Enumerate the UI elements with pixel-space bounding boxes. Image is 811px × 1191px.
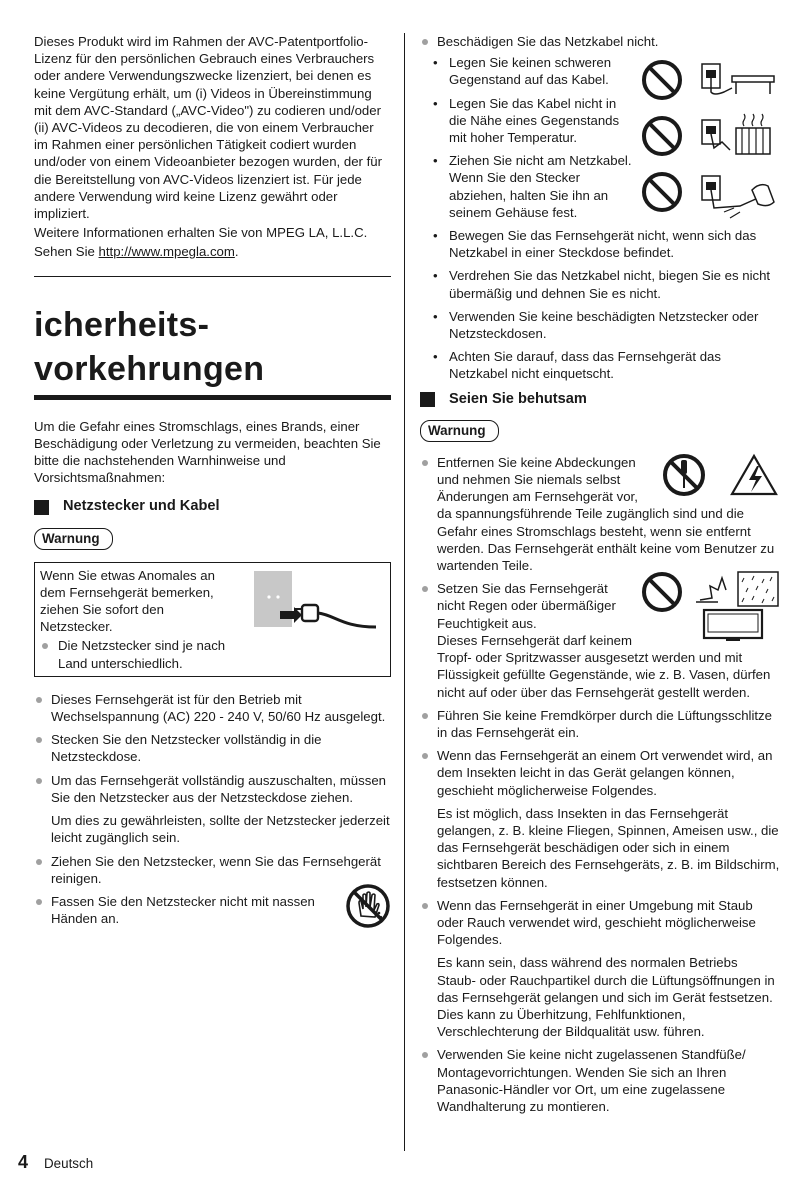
bullet-text: Beschädigen Sie das Netzkabel nicht. <box>437 34 659 49</box>
bullet-text: Setzen Sie das Fernsehgerät nicht Regen oder übermäßiger Feuchtigkeit aus. <box>437 581 616 631</box>
sub-item-text: Legen Sie das Kabel nicht in die Nähe eines Gegenstands mit hoher Temperatur. <box>449 95 620 146</box>
list-item <box>420 747 780 891</box>
list-item <box>420 707 780 741</box>
left-column <box>34 33 391 935</box>
list-item <box>34 772 391 847</box>
bullet-text: Wenn das Fernsehgerät in einer Umgebung mit Staub oder Rauch verwendet wird, geschieht möglicherweise Folgendes. <box>437 897 756 948</box>
column-divider <box>404 33 405 1151</box>
no-moisture-icons <box>640 570 780 642</box>
sub-item-text: Ziehen Sie nicht am Netzkabel. Wenn Sie den Stecker abziehen, halten Sie ihn an seinem Gehäuse fest. <box>449 153 632 220</box>
bullet-text: Verwenden Sie keine nicht zugelassenen Standfüße/ Montagevorrichtungen. Wenden Sie sich an Ihren Panasonic-Händler vor Ort, um eine zugelassene Wandhalterung zu montieren. <box>437 1047 746 1114</box>
bullet-text: Stecken Sie den Netzstecker vollständig in die Netzsteckdose. <box>51 732 322 765</box>
anomaly-box <box>34 562 391 677</box>
list-item <box>432 54 632 88</box>
info-line: Weitere Informationen erhalten Sie von MPEG LA, L.L.C. <box>34 225 368 241</box>
plug-bullet-list <box>34 691 391 929</box>
sub-item-text: Verwenden Sie keine beschädigten Netzstecker oder Netzsteckdosen. <box>449 308 759 342</box>
section-heading-care <box>420 391 780 408</box>
bullet-continuation: Es kann sein, dass während des normalen Betriebs Staub- oder Rauchpartikel durch die Lüftungsöffnungen in das Fernsehgerät gelangen und sich im Gerät festsetzen. Dies kann zu Überhitzung, Fehlfunktionen, Verschlechterung der Bildqualität usw. führen. <box>437 955 775 1040</box>
license-paragraph: Dieses Produkt wird im Rahmen der AVC-Patentportfolio-Lizenz für den persönlichen Gebrauch eines Verbrauchers oder andere Verwendungszwecke lizenziert, bei denen es keine Vergütung erhält, um (i) Videos in Übereinstimmung mit dem AVC-Standard („AVC-Video") zu codieren und/oder (ii) AVC-Videos zu decodieren, die von einem Verbraucher im Rahmen einer persönlichen Tätigkeit codiert wurden und/oder von einem Videoanbieter bezogen wurden, der für die Bereitstellung von AVC-Videos lizenziert ist. Für jede andere Verwendung wird keine Lizenz gewährt oder impliziert. <box>34 34 383 222</box>
section-heading-plug <box>34 498 391 515</box>
bullet-text: Entfernen Sie keine Abdeckungen und nehmen Sie niemals selbst Änderungen am Fernsehgerät vor, da spannungsführende Teile zugänglich sind und die Gefahr eines Stromschlags besteht, wenn sie entfernt werden. Das Fernsehgerät enthält keine vom Benutzer zu wartenden Teile. <box>437 454 775 574</box>
sub-item-text: Verdrehen Sie das Netzkabel nicht, biegen Sie es nicht übermäßig und dehnen Sie es nicht. <box>449 268 771 301</box>
bullet-text: Wenn das Fernsehgerät an einem Ort verwendet wird, an dem Insekten leicht in das Gerät gelangen können, geschieht möglicherweise Folgendes. <box>437 748 773 798</box>
cable-list <box>420 33 780 50</box>
list-item <box>432 267 780 301</box>
warning-tag: Warnung <box>34 528 113 550</box>
list-item <box>432 152 632 221</box>
section-square-icon <box>420 392 435 407</box>
bullet-text: Um das Fernsehgerät vollständig auszuschalten, müssen Sie den Netzstecker aus der Netzsteckdose ziehen. <box>51 772 386 805</box>
bullet-text: Fassen Sie den Netzstecker nicht mit nassen Händen an. <box>51 893 315 927</box>
warning-tag: Warnung <box>420 420 499 442</box>
list-item <box>40 637 240 671</box>
section-heading-text: Netzstecker und Kabel <box>63 498 220 515</box>
list-item <box>420 580 780 700</box>
bullet-text: Ziehen Sie den Netzstecker, wenn Sie das Fernsehgerät reinigen. <box>51 853 381 886</box>
list-item <box>432 95 632 147</box>
section-square-icon <box>34 500 49 515</box>
language-label: Deutsch <box>44 1156 94 1171</box>
sub-item-text: Legen Sie keinen schweren Gegenstand auf das Kabel. <box>449 55 612 88</box>
cable-illustrations <box>640 58 780 228</box>
bullet-continuation: Um dies zu gewährleisten, sollte der Netzstecker jederzeit leicht zugänglich sein. <box>51 813 390 846</box>
list-item <box>432 348 780 382</box>
divider-line <box>34 276 391 277</box>
bullet-text: Dieses Fernsehgerät ist für den Betrieb mit Wechselspannung (AC) 220 - 240 V, 50/60 Hz ausgelegt. <box>51 691 386 725</box>
cable-sub-block <box>420 54 780 382</box>
title-line-2: vorkehrungen <box>34 349 265 388</box>
bullet-text: Führen Sie keine Fremdkörper durch die Lüftungsschlitze in das Fernsehgerät ein. <box>437 707 772 740</box>
right-column <box>420 33 780 1121</box>
list-item <box>420 33 780 50</box>
list-item <box>34 893 391 929</box>
page-footer <box>18 1154 93 1172</box>
no-disassembly-icons <box>662 452 780 500</box>
list-item <box>420 897 780 1041</box>
intro-paragraph: Um die Gefahr eines Stromschlags, eines Brands, einer Beschädigung oder Verletzung zu vermeiden, beachten Sie bitte die nachstehenden Warnhinweise und Vorsichtsmaßnahmen: <box>34 418 381 486</box>
box-list <box>40 637 384 671</box>
list-item <box>34 853 391 887</box>
bullet-continuation: Es ist möglich, dass Insekten in das Fernsehgerät gelangen, z. B. kleine Fliegen, Spinnen, Ameisen usw., die das Fernsehgerät beschädigen oder sich in einem sichtbaren Bereich des Fernsehgeräts, z. B. im Bildschirm, festsetzen können. <box>437 805 780 890</box>
care-bullet-list <box>420 454 780 1115</box>
list-item <box>34 691 391 725</box>
list-item <box>432 227 780 261</box>
section-heading-text: Seien Sie behutsam <box>449 390 587 407</box>
page-number: 4 <box>18 1152 29 1172</box>
list-item <box>432 308 780 342</box>
see-line <box>34 243 391 260</box>
wet-hand-icon <box>345 883 391 929</box>
mpegla-link[interactable]: http://www.mpegla.com <box>98 244 235 260</box>
list-item <box>420 454 780 574</box>
list-item <box>34 731 391 765</box>
box-bullet-text: Die Netzstecker sind je nach Land unterschiedlich. <box>58 638 226 671</box>
see-suffix: . <box>234 244 239 260</box>
sub-item-text: Achten Sie darauf, dass das Fernsehgerät das Netzkabel nicht einquetscht. <box>449 349 721 382</box>
page-title <box>34 303 391 391</box>
sub-item-text: Bewegen Sie das Fernsehgerät nicht, wenn sich das Netzkabel in einer Steckdose befindet. <box>449 228 757 261</box>
unplug-illustration <box>250 571 378 629</box>
list-item <box>420 1046 780 1115</box>
box-text: Wenn Sie etwas Anomales an dem Fernsehgerät bemerken, ziehen Sie sofort den Netzstecker. <box>40 567 215 635</box>
title-line-1: icherheits- <box>34 305 210 344</box>
title-rule <box>34 395 391 400</box>
bullet-continuation: Dieses Fernsehgerät darf keinem Tropf- oder Spritzwasser ausgesetzt werden und mit Flüssigkeit gefüllte Gegenstände, wie z. B. Vasen, dürfen nicht auf oder über das Fernsehgerät gestellt werden. <box>437 632 771 700</box>
see-prefix: Sehen Sie <box>34 244 99 260</box>
